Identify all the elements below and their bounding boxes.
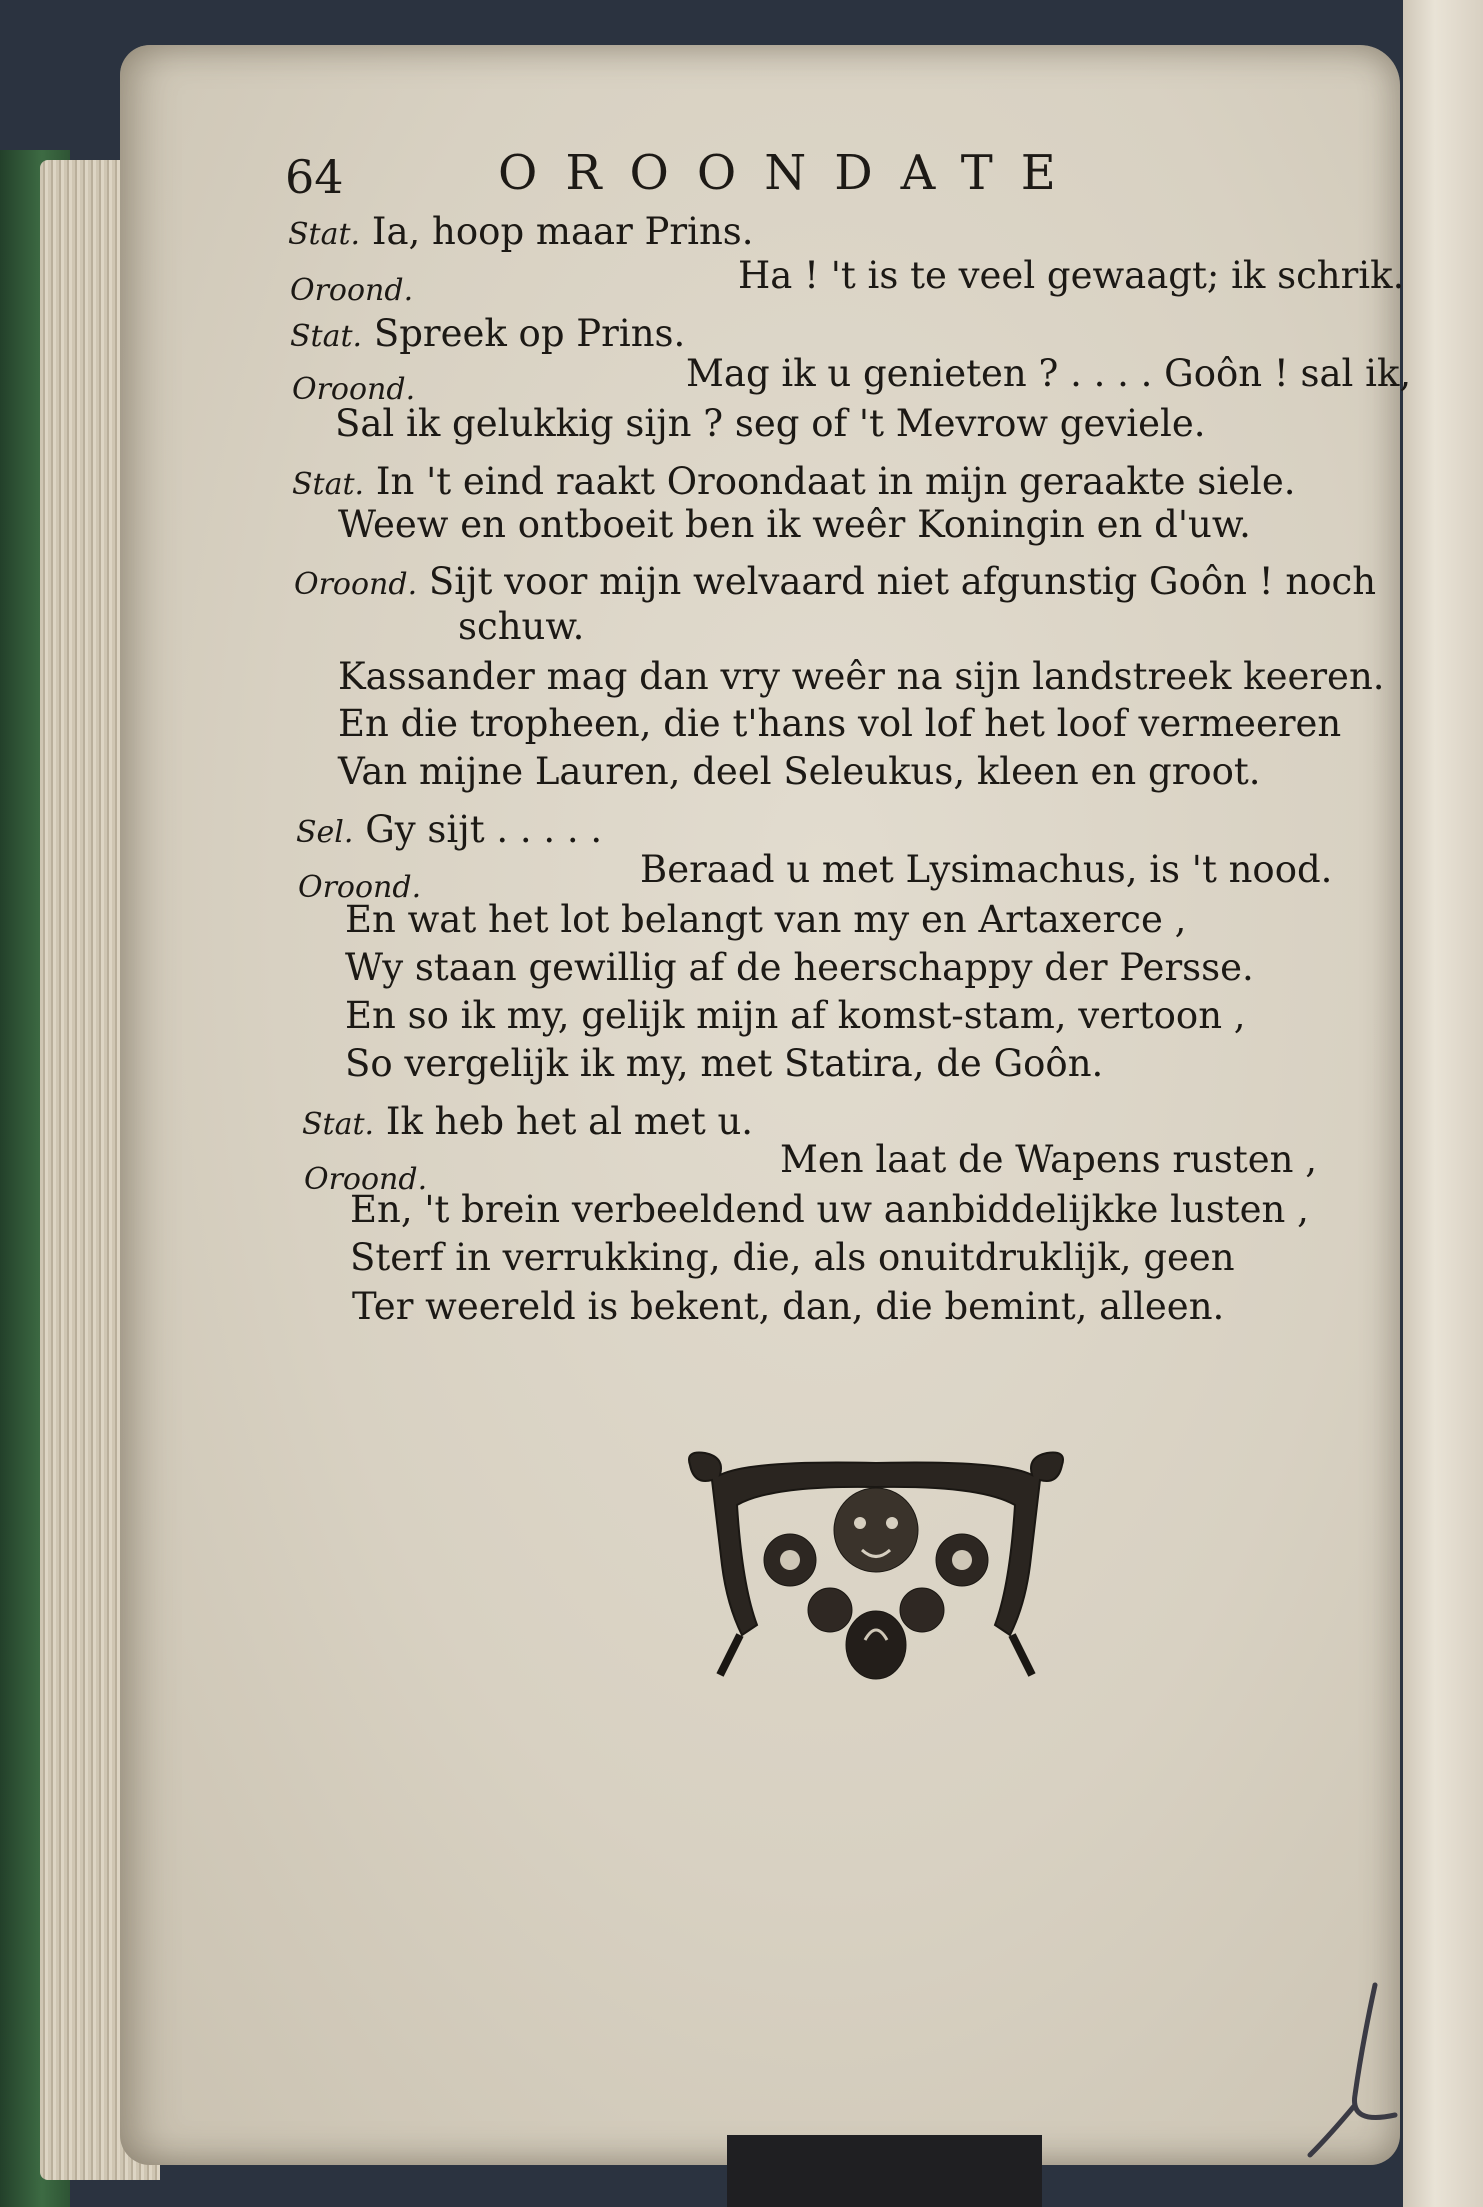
facing-page-edge	[1403, 0, 1483, 2207]
line-text: In 't eind raakt Oroondaat in mijn geraakte siele.	[375, 460, 1296, 503]
speaker-label: Stat.	[290, 319, 363, 354]
verse-line	[290, 312, 685, 359]
verse-line	[345, 946, 1254, 990]
verse-line	[738, 254, 1404, 298]
verse-line	[458, 605, 584, 649]
scanner-clip	[727, 2135, 1042, 2207]
verse-line	[350, 1188, 1309, 1232]
verse-line	[686, 352, 1411, 396]
line-text: Kassander mag dan vry weêr na sijn landstreek keeren.	[338, 655, 1385, 698]
line-text: So vergelijk ik my, met Statira, de Goôn.	[345, 1042, 1104, 1085]
line-text: schuw.	[458, 605, 585, 648]
line-text: En, 't brein verbeeldend uw aanbiddelijkke lusten ,	[350, 1188, 1309, 1231]
line-text: En so ik my, gelijk mijn af komst-stam, vertoon ,	[345, 994, 1246, 1037]
speaker-label: Oroond.	[292, 372, 416, 407]
verse-line	[352, 1285, 1224, 1329]
verse-line	[338, 750, 1261, 794]
verse-line	[292, 460, 1296, 507]
verse-line	[338, 702, 1341, 746]
verse-line	[345, 994, 1246, 1038]
speaker-label: Stat.	[288, 217, 361, 252]
page-number: 64	[285, 150, 344, 204]
line-text: Ia, hoop maar Prins.	[371, 210, 754, 253]
verse-line	[288, 210, 754, 257]
line-text: Men laat de Wapens rusten ,	[780, 1138, 1317, 1181]
running-title: OROONDATE	[498, 145, 1084, 201]
line-text: Weew en ontboeit ben ik weêr Koningin en d'uw.	[338, 503, 1251, 546]
verse-line	[290, 266, 413, 313]
verse-line	[302, 1100, 753, 1147]
line-text: Ik heb het al met u.	[385, 1100, 754, 1143]
speaker-label: Oroond.	[304, 1162, 428, 1197]
verse-line	[640, 848, 1332, 892]
speaker-label: Oroond.	[298, 870, 422, 905]
speaker-label: Stat.	[302, 1107, 375, 1142]
line-text: Mag ik u genieten ? . . . . Goôn ! sal ik,	[686, 352, 1412, 395]
line-text: Sal ik gelukkig sijn ? seg of 't Mevrow geviele.	[335, 402, 1206, 445]
line-text: Ha ! 't is te veel gewaagt; ik schrik.	[738, 254, 1405, 297]
verse-line	[345, 1042, 1103, 1086]
line-text: Gy sijt . . . . .	[365, 808, 603, 851]
verse-line	[294, 560, 1376, 607]
verse-line	[780, 1138, 1317, 1182]
line-text: Sterf in verrukking, die, als onuitdruklijk, geen	[350, 1236, 1235, 1279]
speaker-label: Stat.	[292, 467, 365, 502]
verse-line	[350, 1236, 1235, 1280]
speaker-label: Oroond.	[294, 567, 418, 602]
verse-line	[338, 503, 1251, 547]
pencil-mark-icon	[1300, 1975, 1420, 2165]
speaker-label: Sel.	[296, 815, 354, 850]
verse-line	[335, 402, 1206, 446]
line-text: Beraad u met Lysimachus, is 't nood.	[640, 848, 1333, 891]
speaker-label: Oroond.	[290, 273, 414, 308]
line-text: Spreek op Prins.	[373, 312, 686, 355]
line-text: En wat het lot belangt van my en Artaxerce ,	[345, 898, 1187, 941]
line-text: Wy staan gewillig af de heerschappy der Persse.	[345, 946, 1254, 989]
line-text: Van mijne Lauren, deel Seleukus, kleen en groot.	[338, 750, 1261, 793]
line-text: En die tropheen, die t'hans vol lof het loof vermeeren	[338, 702, 1342, 745]
verse-line	[296, 808, 602, 855]
printer-ornament-icon	[680, 1445, 1072, 1690]
verse-line	[345, 898, 1186, 942]
verse-line	[338, 655, 1385, 699]
line-text: Ter weereld is bekent, dan, die bemint, alleen.	[352, 1285, 1225, 1328]
line-text: Sijt voor mijn welvaard niet afgunstig Goôn ! noch	[428, 560, 1377, 603]
